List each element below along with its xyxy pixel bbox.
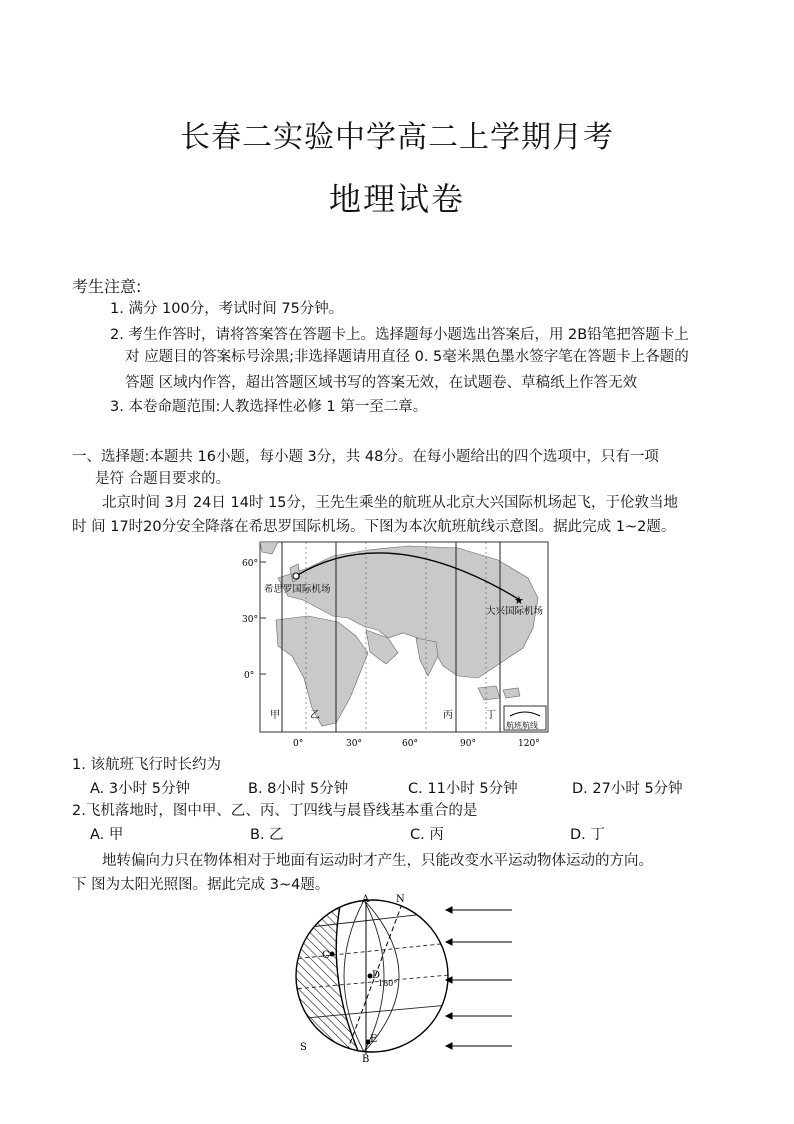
notice-item-2-cont: 对 应题目的答案标号涂黑;非选择题请用直径 0. 5毫米黑色墨水签字笔在答题卡上各题的 [125, 349, 689, 365]
label-e: E [370, 1034, 378, 1045]
lon-label-120: 120° [518, 739, 540, 748]
point-c [330, 952, 335, 957]
question-1-option-b: B. 8小时 5分钟 [248, 781, 349, 797]
airport-beijing-label: 大兴国际机场 [486, 606, 544, 617]
lat-label-0: 0° [244, 671, 255, 681]
section-heading: 一、选择题:本题共 16小题，每小题 3分，共 48分。在每小题给出的四个选项中，只有一项 [72, 449, 659, 465]
notice-item-1: 1. 满分 100分，考试时间 75分钟。 [110, 301, 344, 317]
label-c: C [322, 950, 330, 961]
notice-item-2: 2. 考生作答时，请将答案答在答题卡上。选择题每小题选出答案后，用 2B铅笔把答题卡上 [110, 327, 689, 343]
line-label-ding: 丁 [486, 710, 496, 721]
notice-title: 考生注意: [72, 277, 142, 296]
airport-london-label: 希思罗国际机场 [264, 584, 331, 595]
page-subtitle: 地理试卷 [328, 180, 465, 218]
flight-route-map [238, 538, 554, 748]
lon-label-30: 30° [346, 739, 362, 748]
sunlight-globe-diagram [284, 890, 520, 1066]
label-n: N [396, 894, 405, 905]
notice-item-3: 3. 本卷命题范围:人教选择性必修 1 第一至二章。 [110, 399, 428, 415]
intro-paragraph-cont: 时 间 17时20分安全降落在希思罗国际机场。下图为本次航班航线示意图。据此完成 1~2题。 [72, 519, 676, 535]
question-2-option-c: C. 丙 [410, 827, 444, 843]
lon-label-60: 60° [402, 739, 418, 748]
question-1-option-a: A. 3小时 5分钟 [90, 781, 190, 797]
legend-label: 航班航线 [506, 721, 538, 730]
question-1-stem: 1. 该航班飞行时长约为 [72, 757, 221, 773]
line-label-jia: 甲 [270, 710, 280, 721]
label-d: D [372, 970, 381, 981]
question-2-option-d: D. 丁 [570, 827, 605, 843]
question-2-option-b: B. 乙 [250, 827, 284, 843]
intro-paragraph: 北京时间 3月 24日 14时 15分，王先生乘坐的航班从北京大兴国际机场起飞，于伦敦当地 [102, 495, 679, 511]
sunlight-arrows [446, 907, 512, 1049]
lon-label-0: 0° [293, 739, 304, 748]
line-label-bing: 丙 [443, 710, 453, 721]
london-airport-marker [293, 573, 299, 579]
lat-label-60: 60° [242, 559, 258, 569]
lon-label-90: 90° [460, 739, 476, 748]
question-2-stem: 2.飞机落地时，图中甲、乙、丙、丁四线与晨昏线基本重合的是 [72, 803, 478, 819]
label-s: S [300, 1042, 307, 1053]
page-title: 长春二实验中学高二上学期月考 [180, 120, 614, 155]
beijing-airport-marker: ★ [514, 594, 524, 607]
notice-item-2-cont2: 答题 区域内作答，超出答题区域书写的答案无效，在试题卷、草稿纸上作答无效 [125, 375, 638, 391]
section-heading-cont: 是符 合题目要求的。 [95, 471, 231, 487]
label-a: A [362, 894, 370, 905]
intro2-paragraph: 地转偏向力只在物体相对于地面有运动时才产生，只能改变水平运动物体运动的方向。 [102, 853, 653, 869]
question-1-option-d: D. 27小时 5分钟 [572, 781, 683, 797]
intro2-paragraph-cont: 下 图为太阳光照图。据此完成 3~4题。 [72, 877, 330, 893]
line-label-yi: 乙 [310, 710, 320, 721]
label-180: 180° [378, 979, 398, 988]
question-1-option-c: C. 11小时 5分钟 [408, 781, 518, 797]
question-2-option-a: A. 甲 [90, 827, 124, 843]
lat-label-30: 30° [242, 615, 258, 625]
label-b: B [362, 1054, 370, 1065]
